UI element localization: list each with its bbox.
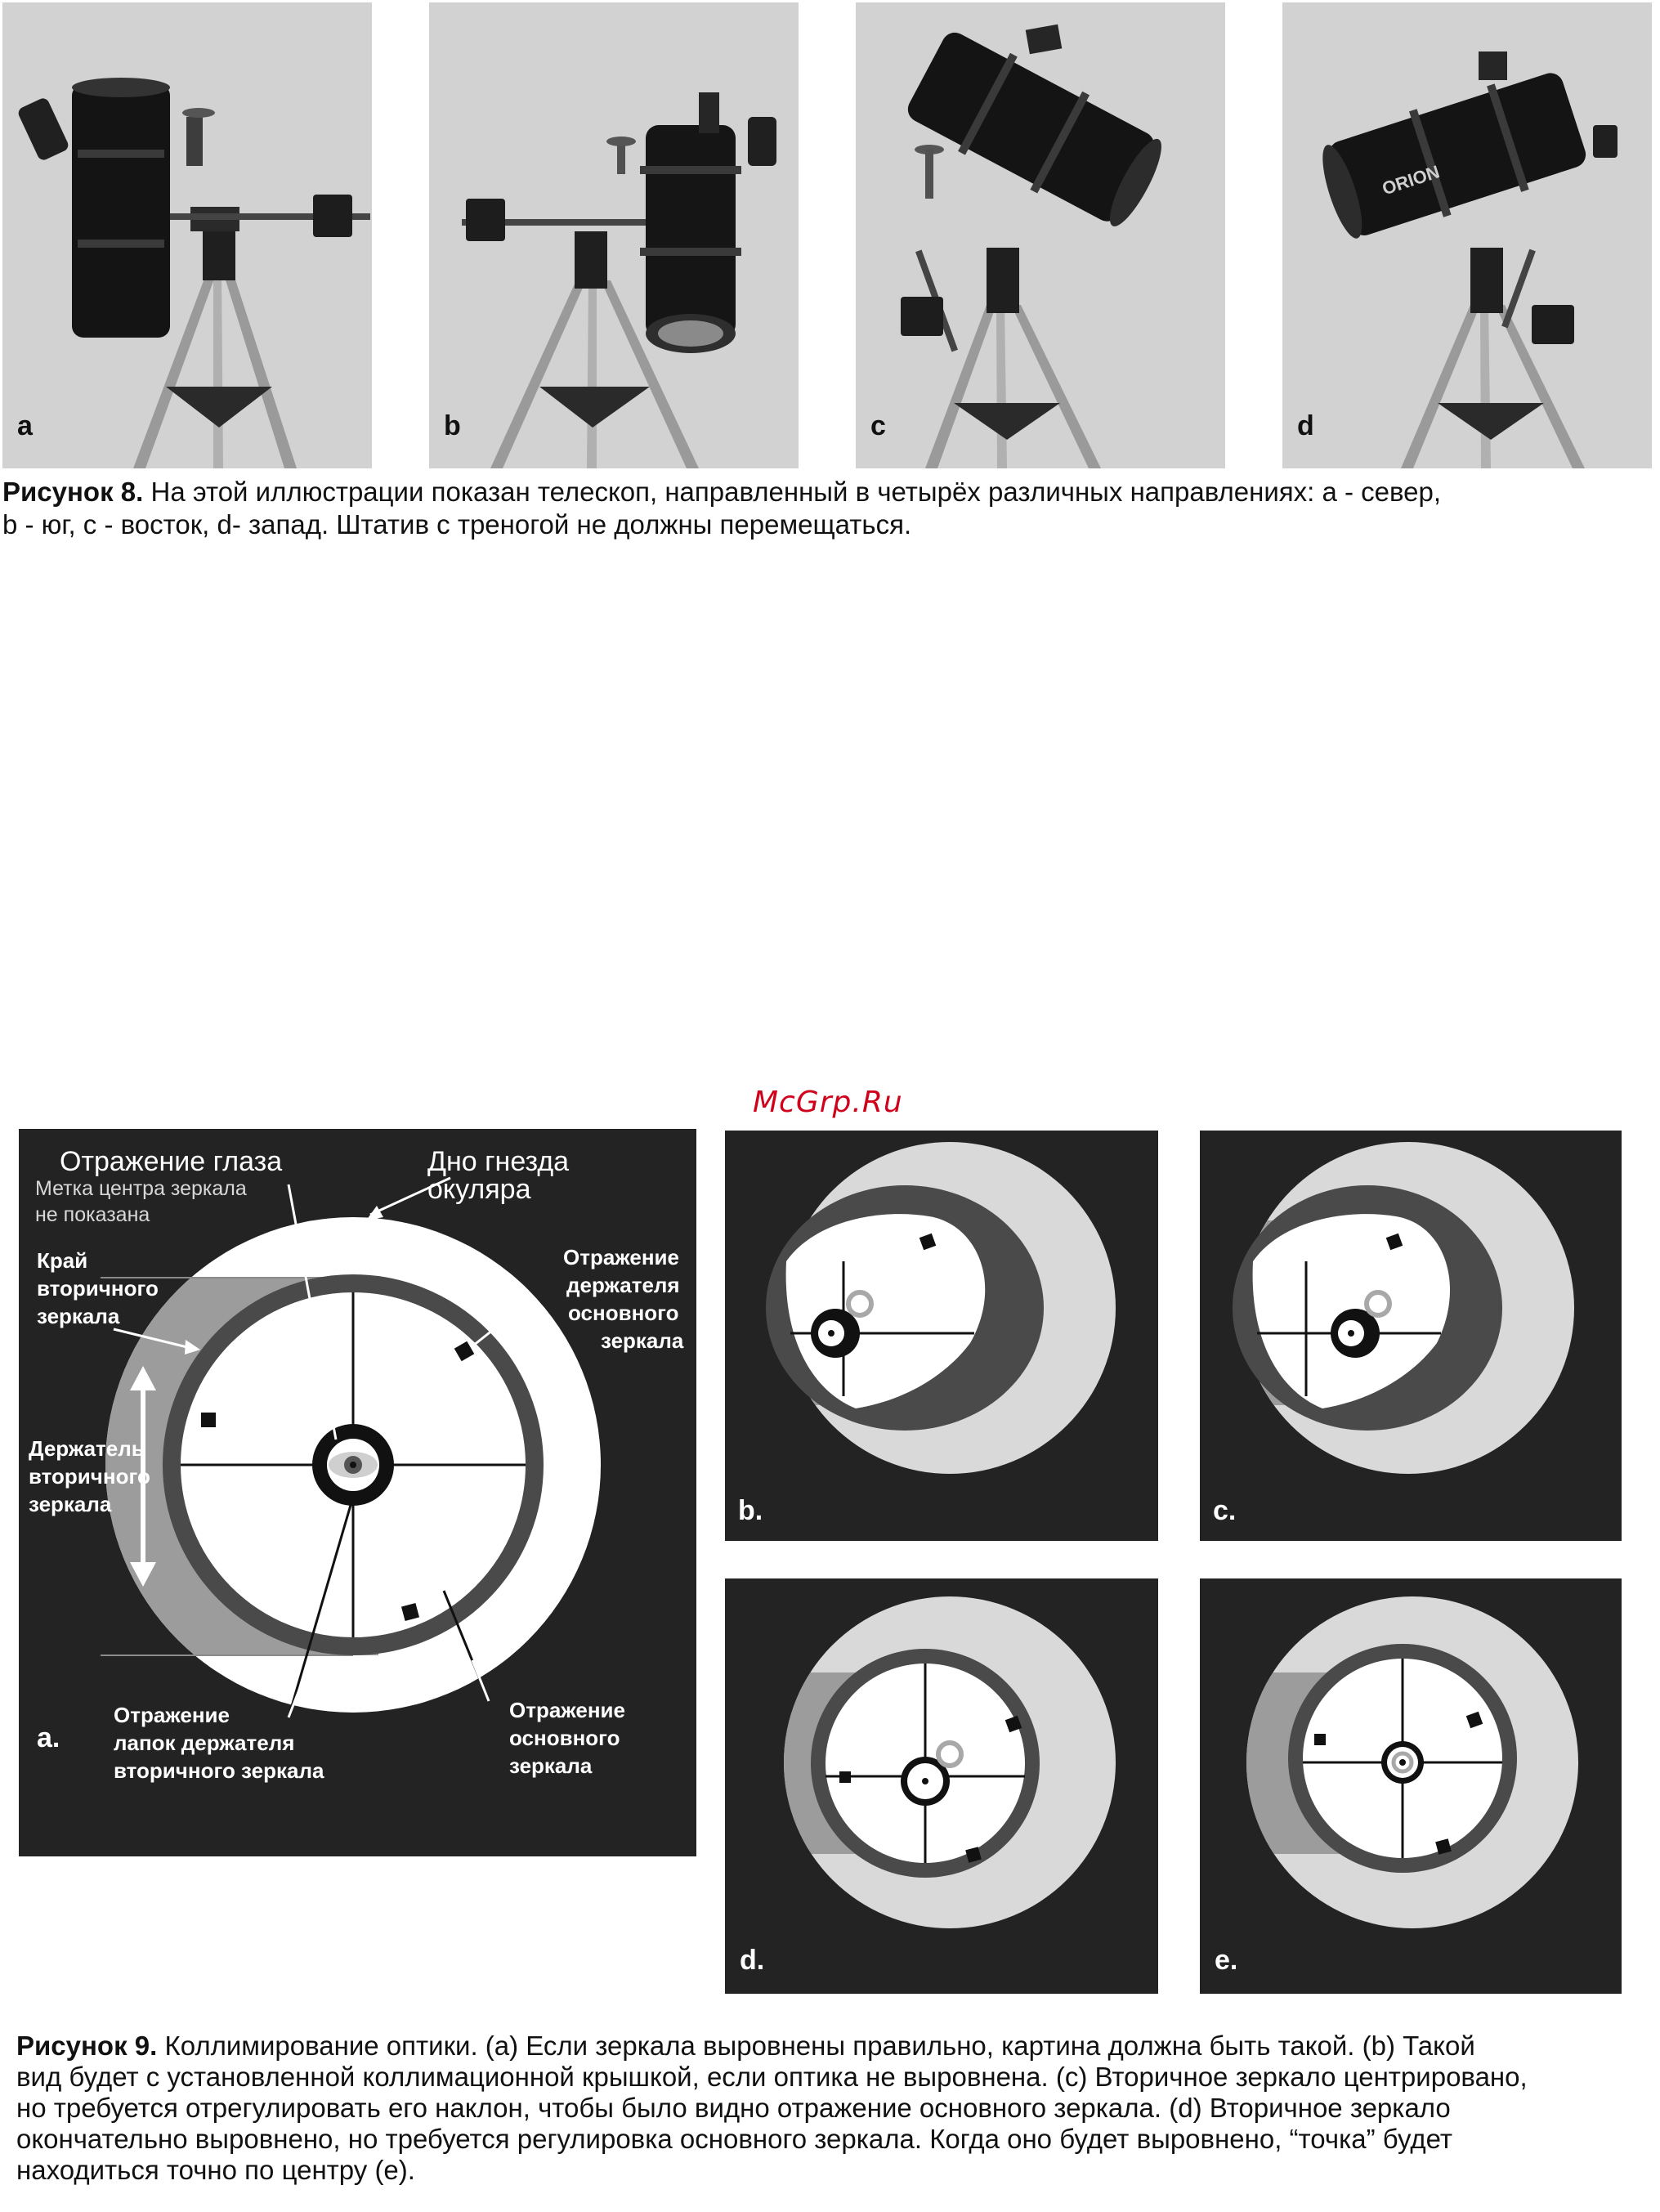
figure9-caption-line2: вид будет с установленной коллимационной крышкой, если оптика не выровнена. (c) Вторичное зеркало центрировано,: [16, 2062, 1528, 2092]
brand-logo: ORION: [1379, 161, 1443, 199]
label-primary-refl-1: Отражение: [509, 1698, 625, 1722]
label-primary-holder-1: Отражение: [563, 1245, 679, 1269]
panel-c: [1200, 1131, 1622, 1541]
telescope-photo-d: [1282, 2, 1652, 468]
photo-label-b: b: [444, 410, 461, 441]
label-secondary-edge-1: Край: [37, 1248, 88, 1273]
label-center-mark-2: не показана: [35, 1203, 150, 1226]
collimation-diagram-e: [1200, 1578, 1622, 1994]
photo-north: [2, 2, 372, 468]
panel-d: [725, 1578, 1158, 1994]
label-vanes-3: вторичного зеркала: [114, 1758, 324, 1783]
figure9-caption-line1: Коллимирование оптики. (a) Если зеркала выровнены правильно, картина должна быть такой. (b) Такой: [157, 2031, 1475, 2061]
panel-letter-e: e.: [1215, 1945, 1238, 1976]
panel-b: [725, 1131, 1158, 1541]
panel-a: [19, 1129, 696, 1856]
figure9-caption-line3: но требуется отрегулировать его наклон, чтобы было видно отражение основного зеркала. (d) Вторичное зеркало: [16, 2093, 1451, 2123]
panel-letter-d: d.: [740, 1945, 765, 1976]
collimation-diagram-b: [725, 1131, 1158, 1541]
collimation-diagram-d: [725, 1578, 1158, 1994]
label-vanes-2: лапок держателя: [114, 1731, 295, 1755]
figure9-caption-title: Рисунок 9.: [16, 2031, 158, 2061]
figure9-caption: [16, 2031, 1651, 2186]
label-primary-holder-4: зеркала: [601, 1328, 684, 1353]
figure8-caption-line1: На этой иллюстрации показан телескоп, направленный в четырёх различных направлениях: a - север,: [143, 477, 1442, 507]
watermark: McGrp.Ru: [753, 1086, 903, 1119]
label-primary-holder-2: держателя: [566, 1273, 680, 1297]
photo-label-a: a: [17, 410, 33, 441]
telescope-photo-c: [856, 2, 1225, 468]
figure8-caption-line2: b - юг, c - восток, d- запад. Штатив с треногой не должны перемещаться.: [2, 509, 912, 540]
telescope-photo-a: [2, 2, 372, 468]
label-eyepiece-bottom-2: окуляра: [427, 1174, 531, 1205]
label-primary-refl-3: зеркала: [509, 1753, 593, 1778]
photo-east: [856, 2, 1225, 468]
panel-letter-a: a.: [37, 1722, 60, 1753]
label-eyepiece-bottom-1: Дно гнезда: [427, 1146, 570, 1177]
label-center-mark-1: Метка центра зеркала: [35, 1177, 247, 1200]
figure9-caption-line4: окончательно выровнено, но требуется регулировка основного зеркала. Когда оно будет выровнено, “точка” будет: [16, 2124, 1452, 2154]
photo-west: [1282, 2, 1652, 468]
label-secondary-holder-3: зеркала: [29, 1492, 112, 1516]
panel-letter-b: b.: [738, 1495, 763, 1526]
panel-e: [1200, 1578, 1622, 1994]
label-eye-reflection: Отражение глаза: [60, 1146, 283, 1177]
label-secondary-holder-2: вторичного: [29, 1464, 150, 1489]
label-primary-refl-2: основного: [509, 1726, 620, 1750]
collimation-diagram-c: [1200, 1131, 1622, 1541]
label-secondary-edge-3: зеркала: [37, 1304, 120, 1328]
figure9-caption-line5: находиться точно по центру (e).: [16, 2155, 415, 2185]
figure8-caption: [2, 476, 1653, 541]
figure8-caption-title: Рисунок 8.: [2, 477, 144, 507]
label-primary-holder-3: основного: [568, 1301, 679, 1325]
photo-label-c: c: [870, 410, 886, 441]
label-secondary-holder-1: Держатель: [29, 1436, 145, 1461]
photo-label-d: d: [1297, 410, 1314, 441]
photo-south: [429, 2, 799, 468]
panel-letter-c: c.: [1213, 1495, 1237, 1526]
telescope-photo-b: [429, 2, 799, 468]
label-vanes-1: Отражение: [114, 1703, 230, 1727]
label-secondary-edge-2: вторичного: [37, 1276, 159, 1301]
